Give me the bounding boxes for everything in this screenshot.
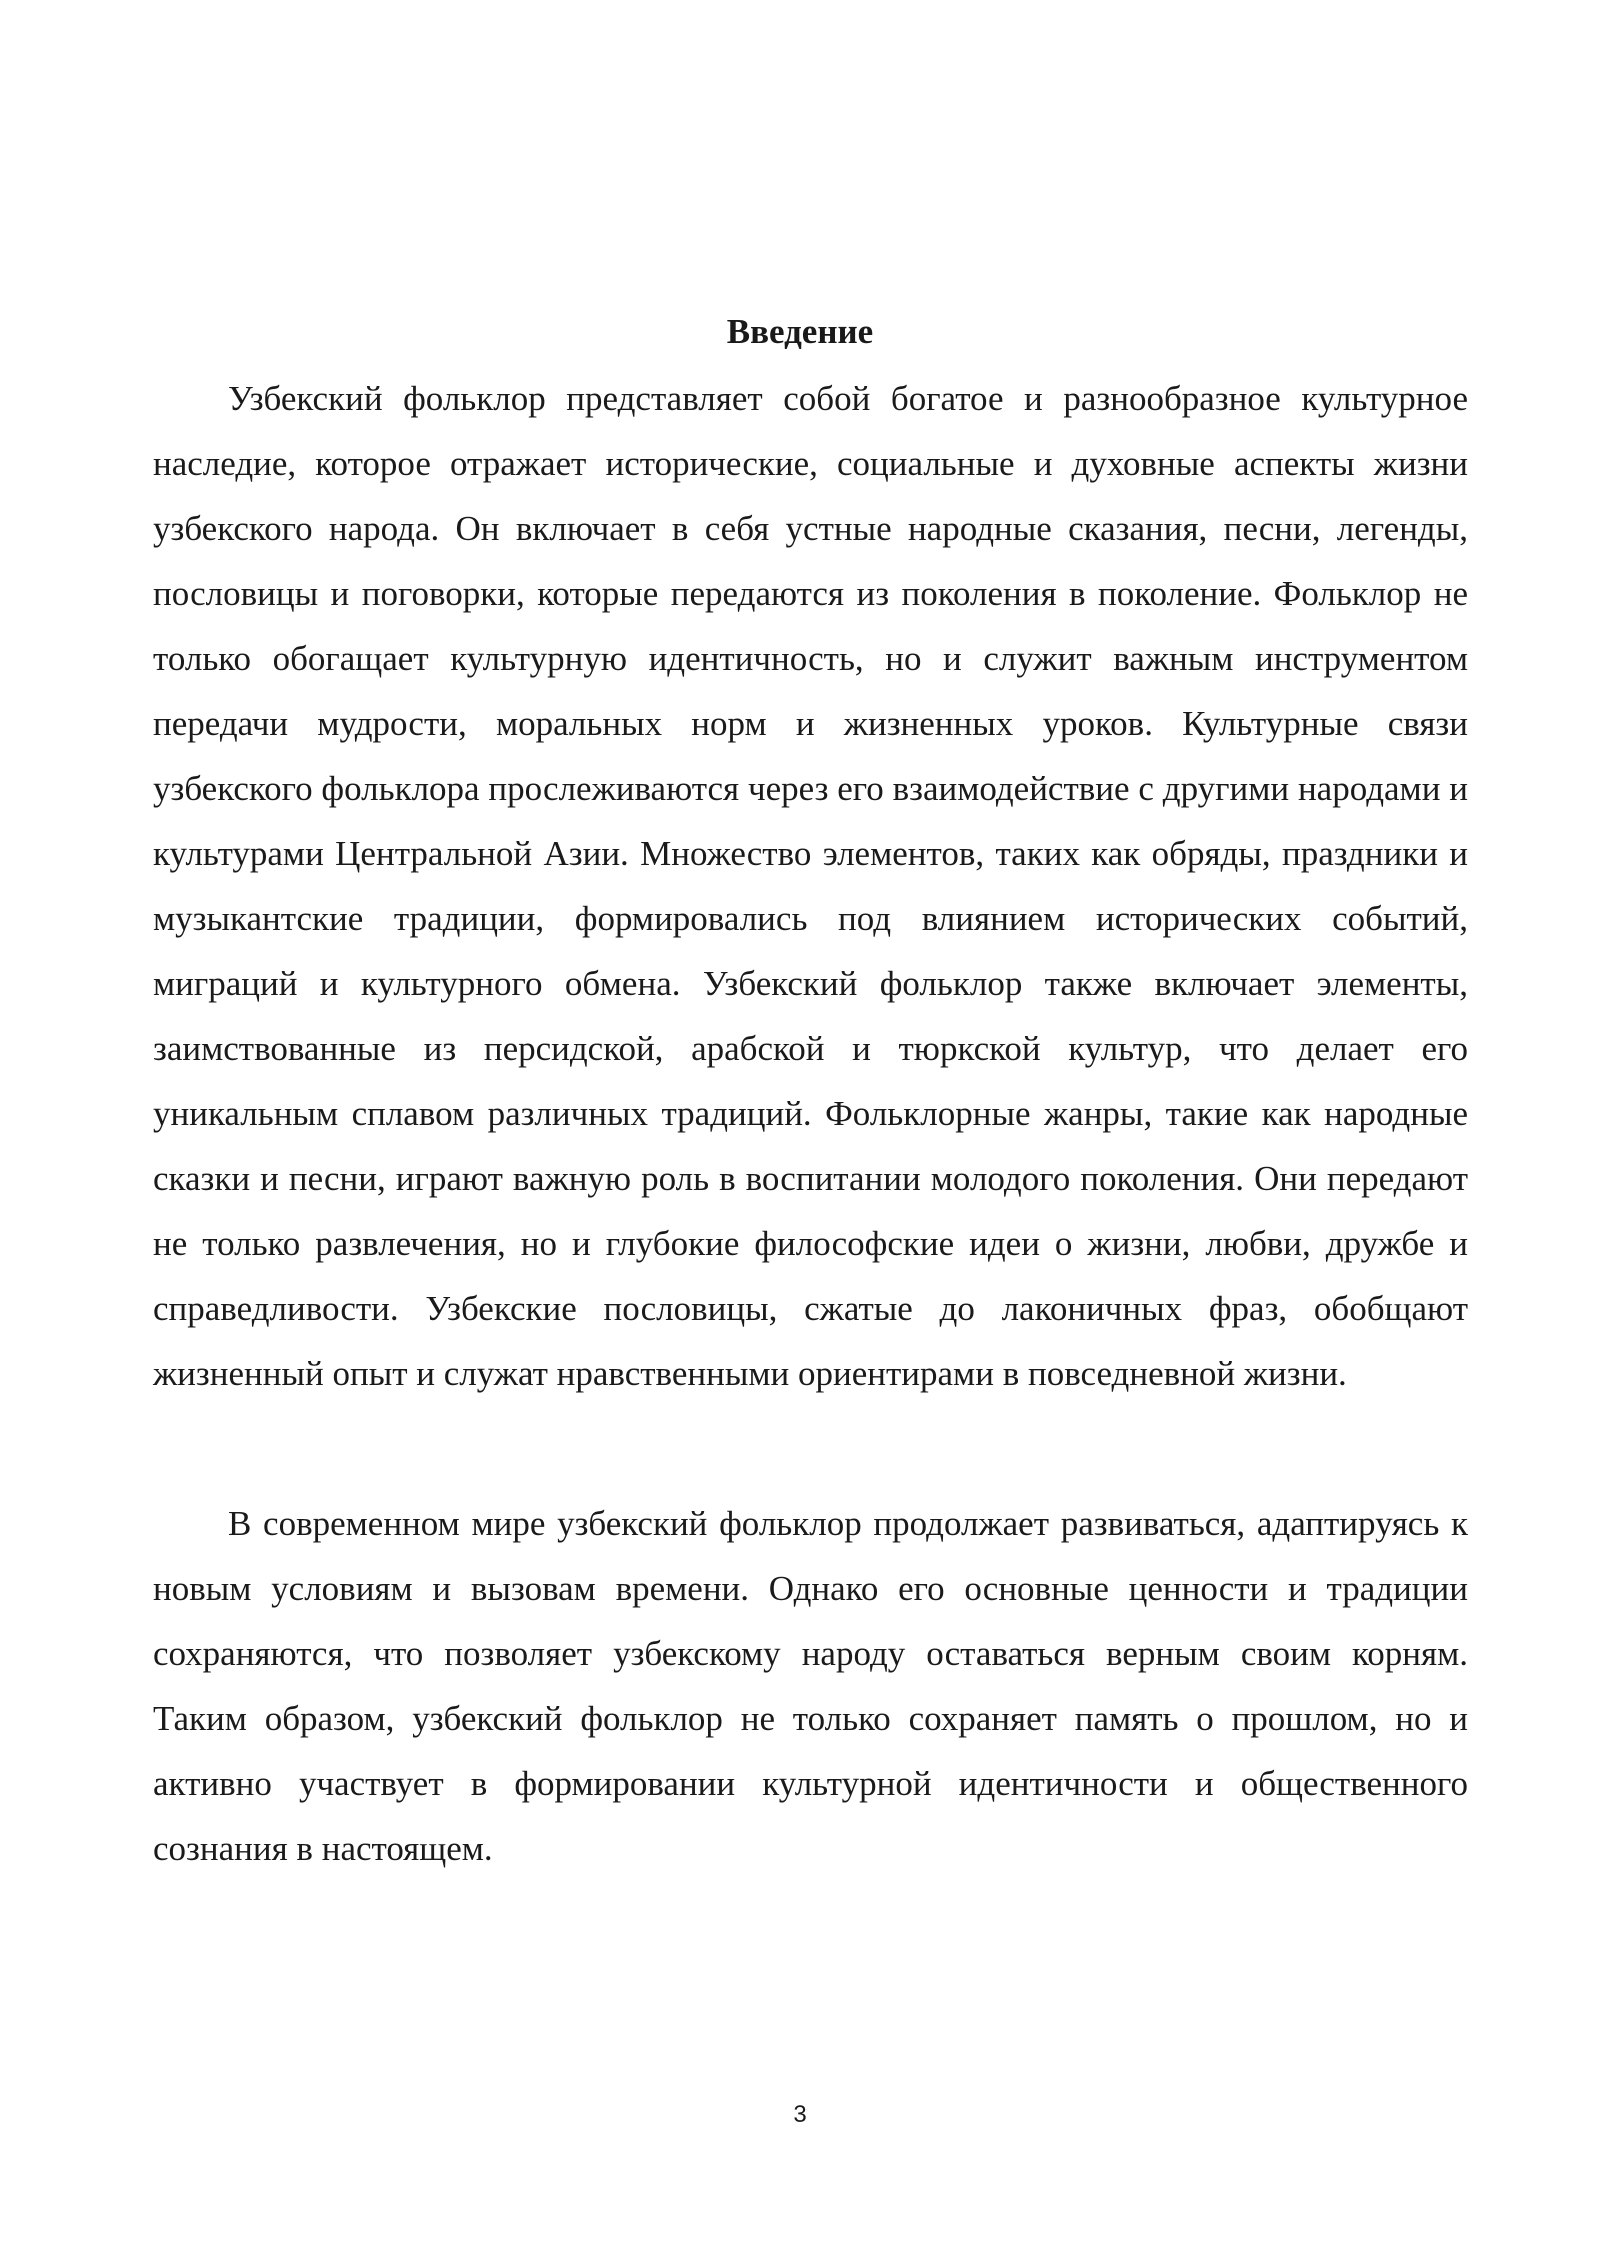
paragraph-1: Узбекский фольклор представляет собой богатое и разнообразное культурное наследие, которое отражает исторические, социальные и духовные аспекты жизни узбекского народа. Он включает в себя устные народные сказания, песни, легенды, пословицы и поговорки, которые передаются из поколения в поколение. Фольклор не только обогащает культурную идентичность, но и служит важным инструментом передачи мудрости, моральных норм и жизненных уроков. Культурные связи узбекского фольклора прослеживаются через его взаимодействие с другими народами и культурами Центральной Азии. Множество элементов, таких как обряды, праздники и музыкантские традиции, формировались под влиянием исторических событий, миграций и культурного обмена. Узбекский фольклор также включает элементы, заимствованные из персидской, арабской и тюркской культур, что делает его уникальным сплавом различных традиций. Фольклорные жанры, такие как народные сказки и песни, играют важную роль в воспитании молодого поколения. Они передают не только развлечения, но и глубокие философские идеи о жизни, любви, дружбе и справедливости. Узбекские пословицы, сжатые до лаконичных фраз, обобщают жизненный опыт и служат нравственными ориентирами в повседневной жизни. <box>153 379 1468 1393</box>
page-number: 3 <box>793 2101 807 2128</box>
section-heading: Введение <box>726 312 874 351</box>
paragraph-2: В современном мире узбекский фольклор продолжает развиваться, адаптируясь к новым условиям и вызовам времени. Однако его основные ценности и традиции сохраняются, что позволяет узбекскому народу оставаться верным своим корням. Таким образом, узбекский фольклор не только сохраняет память о прошлом, но и активно участвует в формировании культурной идентичности и общественного сознания в настоящем. <box>153 1504 1468 1868</box>
